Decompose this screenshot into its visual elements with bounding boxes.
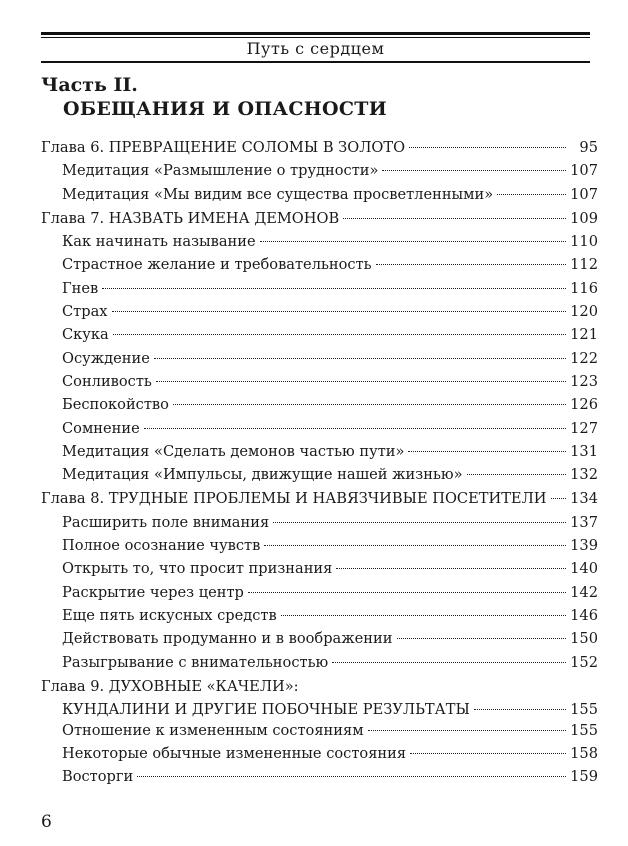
toc-entry-title: Медитация «Импульсы, движущие нашей жизнью» (62, 466, 463, 484)
toc-subentry[interactable] (41, 323, 598, 346)
toc-entry-title: Глава 8. ТРУДНЫЕ ПРОБЛЕМЫ И НАВЯЗЧИВЫЕ ПОСЕТИТЕЛИ (41, 490, 547, 508)
toc-entry-page: 116 (570, 279, 598, 297)
dot-leader (376, 264, 566, 265)
toc-entry-title: Сонливость (62, 372, 152, 390)
dot-leader (474, 709, 566, 710)
toc-entry-page: 122 (570, 349, 598, 367)
toc-entry-page: 107 (570, 185, 598, 203)
header-rule-top (41, 32, 590, 35)
toc-subentry[interactable] (41, 347, 598, 370)
toc-entry-title-cont: КУНДАЛИНИ И ДРУГИЕ ПОБОЧНЫЕ РЕЗУЛЬТАТЫ (62, 700, 470, 718)
toc-subentry[interactable] (41, 230, 598, 253)
toc-subentry[interactable] (41, 183, 598, 206)
dot-leader (368, 730, 566, 731)
dot-leader (156, 381, 566, 382)
toc-entry-title: Как начинать называние (62, 233, 256, 251)
toc-entry-title: Скука (62, 326, 109, 344)
toc-chapter[interactable] (41, 675, 598, 719)
toc-entry-title: Глава 7. НАЗВАТЬ ИМЕНА ДЕМОНОВ (41, 209, 340, 227)
toc-entry-title: Беспокойство (62, 396, 169, 414)
toc-entry-page: 120 (570, 303, 598, 321)
dot-leader (144, 428, 566, 429)
dot-leader (273, 522, 566, 523)
toc-chapter[interactable] (41, 487, 598, 510)
toc-subentry[interactable] (41, 253, 598, 276)
toc-entry-page: 158 (570, 745, 598, 763)
toc-entry-page: 134 (570, 490, 598, 508)
toc-entry-page: 159 (570, 768, 598, 786)
toc-subentry[interactable] (41, 557, 598, 580)
toc-entry-page: 137 (570, 513, 598, 531)
toc-entry-title: Осуждение (62, 349, 150, 367)
dot-leader (281, 615, 566, 616)
dot-leader (467, 474, 566, 475)
toc-subentry[interactable] (41, 300, 598, 323)
toc-entry-page: 155 (570, 721, 598, 739)
toc-entry-title: Медитация «Сделать демонов частью пути» (62, 442, 405, 460)
dot-leader (408, 451, 566, 452)
toc-entry-page: 142 (570, 583, 598, 601)
toc-subentry[interactable] (41, 627, 598, 650)
dot-leader (112, 311, 566, 312)
toc-entry-title: Раскрытие через центр (62, 583, 244, 601)
toc-entry-title: Открыть то, что просит признания (62, 560, 333, 578)
dot-leader (260, 241, 566, 242)
dot-leader (113, 334, 566, 335)
toc-subentry[interactable] (41, 719, 598, 742)
toc-entry-title: Отношение к измененным состояниям (62, 721, 364, 739)
toc-entry-title: Глава 9. ДУХОВНЫЕ «КАЧЕЛИ»: (41, 677, 299, 695)
toc-entry-title: Действовать продуманно и в воображении (62, 630, 393, 648)
toc-entry-title: Полное осознание чувств (62, 537, 261, 555)
toc-entry-title: Медитация «Мы видим все существа просветленными» (62, 185, 494, 203)
toc-subentry[interactable] (41, 463, 598, 486)
toc-entry-page: 132 (570, 466, 598, 484)
dot-leader (248, 592, 566, 593)
dot-leader (137, 776, 566, 777)
toc-entry-page: 95 (579, 139, 598, 156)
toc-entry-title: Восторги (62, 768, 134, 786)
dot-leader (409, 147, 566, 148)
toc-entry-page: 121 (570, 326, 598, 344)
toc-entry-page: 152 (570, 653, 598, 671)
toc-entry-page: 139 (570, 537, 598, 555)
toc-entry-page: 140 (570, 560, 598, 578)
dot-leader (332, 662, 566, 663)
toc-subentry[interactable] (41, 440, 598, 463)
dot-leader (551, 498, 567, 499)
toc-subentry[interactable] (41, 534, 598, 557)
toc-entry-page: 110 (570, 233, 598, 251)
dot-leader (397, 638, 567, 639)
dot-leader (154, 358, 566, 359)
toc-entry-page: 112 (570, 256, 598, 274)
toc-subentry[interactable] (41, 604, 598, 627)
dot-leader (264, 545, 566, 546)
toc-subentry[interactable] (41, 277, 598, 300)
dot-leader (173, 404, 566, 405)
toc-entry-page: 155 (570, 700, 598, 718)
toc-subentry[interactable] (41, 393, 598, 416)
toc-entry-title: Расширить поле внимания (62, 513, 270, 531)
toc-entry-title: Разыгрывание с внимательностью (62, 653, 329, 671)
toc-subentry[interactable] (41, 651, 598, 674)
toc-entry-page: 107 (570, 162, 598, 180)
toc-entry-page: 146 (570, 606, 598, 624)
page-number: 6 (41, 812, 52, 832)
toc-subentry[interactable] (41, 370, 598, 393)
toc-entry-title: Страстное желание и требовательность (62, 256, 372, 274)
toc-entry-page: 109 (570, 209, 598, 227)
part-label: Часть II. (41, 74, 138, 96)
toc-subentry[interactable] (41, 159, 598, 182)
part-title: ОБЕЩАНИЯ И ОПАСНОСТИ (63, 98, 387, 120)
table-of-contents (41, 135, 598, 789)
toc-entry-page: 123 (570, 372, 598, 390)
dot-leader (410, 753, 566, 754)
toc-entry-title: Страх (62, 303, 108, 321)
toc-entry-title: Некоторые обычные измененные состояния (62, 745, 407, 763)
dot-leader (382, 170, 566, 171)
toc-entry-title: Еще пять искусных средств (62, 606, 277, 624)
toc-chapter[interactable] (41, 136, 598, 159)
dot-leader (497, 194, 566, 195)
toc-subentry[interactable] (41, 765, 598, 788)
toc-entry-title: Гнев (62, 279, 99, 297)
toc-entry-page: 131 (570, 442, 598, 460)
toc-entry-title: Медитация «Размышление о трудности» (62, 162, 379, 180)
dot-leader (343, 218, 566, 219)
dot-leader (102, 288, 566, 289)
toc-subentry[interactable] (41, 581, 598, 604)
running-head: Путь с сердцем (246, 39, 385, 58)
toc-entry-page: 150 (570, 630, 598, 648)
toc-subentry[interactable] (41, 511, 598, 534)
toc-entry-title: Глава 6. ПРЕВРАЩЕНИЕ СОЛОМЫ В ЗОЛОТО (41, 139, 406, 156)
toc-entry-title: Сомнение (62, 419, 140, 437)
dot-leader (336, 568, 566, 569)
toc-entry-page: 127 (570, 419, 598, 437)
toc-chapter[interactable] (41, 207, 598, 230)
toc-subentry[interactable] (41, 742, 598, 765)
toc-entry-page: 126 (570, 396, 598, 414)
header-rule-bottom (41, 61, 590, 63)
toc-subentry[interactable] (41, 417, 598, 440)
